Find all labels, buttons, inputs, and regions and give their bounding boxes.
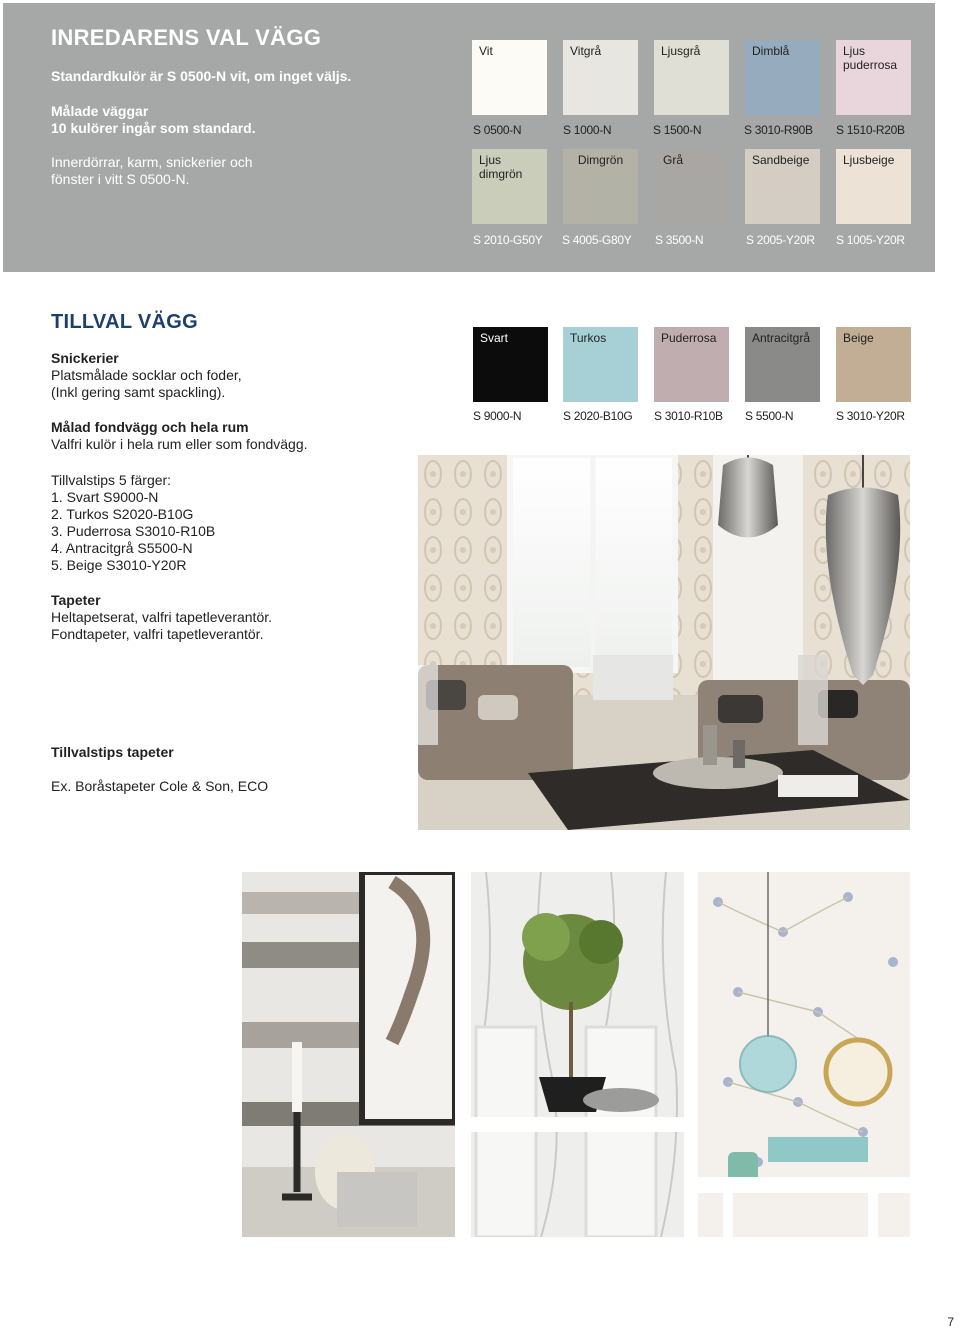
tips-line: 4. Antracitgrå S5500-N xyxy=(51,540,193,556)
feature-wall-block xyxy=(51,419,308,453)
swatch-code: S 2010-G50Y xyxy=(473,233,543,247)
swatch-code: S 3010-Y20R xyxy=(836,409,905,423)
swatch-label: Dimgrön xyxy=(577,153,624,167)
swatch-label: Puderrosa xyxy=(661,331,717,345)
striped-wallpaper-photo xyxy=(242,872,455,1237)
page-title: INREDARENS VAL VÄGG xyxy=(51,25,322,50)
floral-wallpaper-illustration xyxy=(698,872,910,1237)
tips-line: Tillvalstips 5 färger: xyxy=(51,472,172,488)
swatch-antracitgra xyxy=(745,327,820,402)
swatch-dimgron xyxy=(563,149,638,224)
painted-walls-line-1: Målade väggar xyxy=(51,103,149,119)
swatch-vitgra xyxy=(563,40,638,115)
tips-line: 2. Turkos S2020-B10G xyxy=(51,506,194,522)
swatch-label: Grå xyxy=(663,153,684,167)
swatch-code: S 0500-N xyxy=(473,123,522,137)
carpentry-line: Platsmålade socklar och foder, xyxy=(51,367,242,383)
carpentry-line: (Inkl gering samt spackling). xyxy=(51,384,226,400)
swatch-code: S 4005-G80Y xyxy=(562,233,632,247)
swatch-puderrosa xyxy=(654,327,729,402)
swatch-code: S 3500-N xyxy=(655,233,704,247)
swatch-ljusbeige xyxy=(836,149,911,224)
swatch-code: S 1500-N xyxy=(653,123,702,137)
standard-color-note: Standardkulör är S 0500-N vit, om inget väljs. xyxy=(51,68,352,84)
swatch-code: S 3010-R10B xyxy=(654,409,723,423)
swatch-ljus-dimgron xyxy=(472,149,547,224)
wallpaper-tips-block xyxy=(51,744,268,795)
wallpaper-tips-title: Tillvalstips tapeter xyxy=(51,744,174,760)
swatch-code: S 1510-R20B xyxy=(836,123,905,137)
wallpaper-line: Heltapetserat, valfri tapetleverantör. xyxy=(51,609,273,625)
color-tips-block xyxy=(51,472,215,574)
swatch-label: Ljus puderrosa xyxy=(843,44,898,72)
swatch-sandbeige xyxy=(745,149,820,224)
swatch-beige xyxy=(836,327,911,402)
striped-wallpaper-illustration xyxy=(242,872,455,1237)
swatch-dimbla xyxy=(745,40,820,115)
wallpaper-tips-line: Ex. Boråstapeter Cole & Son, ECO xyxy=(51,778,269,794)
branch-wallpaper-photo xyxy=(471,872,684,1237)
swatch-ljusgra xyxy=(654,40,729,115)
swatch-label: Ljusgrå xyxy=(661,44,701,58)
swatch-code: S 3010-R90B xyxy=(744,123,813,137)
swatch-label: Sandbeige xyxy=(752,153,810,167)
carpentry-title: Snickerier xyxy=(51,350,119,366)
floral-wallpaper-photo xyxy=(698,872,910,1237)
swatch-code: S 1005-Y20R xyxy=(836,233,905,247)
swatch-label: Vitgrå xyxy=(570,44,602,58)
swatch-svart xyxy=(473,327,548,402)
doors-note xyxy=(51,154,253,188)
page-number: 7 xyxy=(947,1315,954,1329)
carpentry-block xyxy=(51,350,242,401)
swatch-vit xyxy=(472,40,547,115)
swatch-code: S 9000-N xyxy=(473,409,522,423)
branch-wallpaper-illustration xyxy=(471,872,684,1237)
swatch-code: S 1000-N xyxy=(563,123,612,137)
swatch-turkos xyxy=(563,327,638,402)
swatch-label: Antracitgrå xyxy=(752,331,811,345)
swatch-label: Dimblå xyxy=(752,44,790,58)
wallpaper-title: Tapeter xyxy=(51,592,101,608)
feature-wall-title: Målad fondvägg och hela rum xyxy=(51,419,249,435)
painted-walls-line-2: 10 kulörer ingår som standard. xyxy=(51,120,256,136)
swatch-label: Svart xyxy=(480,331,509,345)
swatch-code: S 2005-Y20R xyxy=(746,233,815,247)
swatch-label: Vit xyxy=(479,44,493,58)
optional-title: TILLVAL VÄGG xyxy=(51,311,198,333)
living-room-photo xyxy=(418,455,910,830)
tips-line: 3. Puderrosa S3010-R10B xyxy=(51,523,216,539)
wallpaper-line: Fondtapeter, valfri tapetleverantör. xyxy=(51,626,264,642)
swatch-label: Turkos xyxy=(570,331,607,345)
swatch-code: S 5500-N xyxy=(745,409,794,423)
tips-line: 1. Svart S9000-N xyxy=(51,489,159,505)
living-room-illustration xyxy=(418,455,910,830)
wallpaper-block xyxy=(51,592,272,643)
painted-walls-note xyxy=(51,103,256,137)
swatch-label: Ljusbeige xyxy=(843,153,895,167)
swatch-label: Ljus dimgrön xyxy=(479,153,523,181)
feature-wall-line: Valfri kulör i hela rum eller som fondvägg. xyxy=(51,436,308,452)
doors-line-2: fönster i vitt S 0500-N. xyxy=(51,171,190,187)
doors-line-1: Innerdörrar, karm, snickerier och xyxy=(51,154,253,170)
swatch-code: S 2020-B10G xyxy=(563,409,633,423)
tips-line: 5. Beige S3010-Y20R xyxy=(51,557,187,573)
swatch-ljus-puderrosa xyxy=(836,40,911,115)
swatch-gra xyxy=(654,149,729,224)
swatch-label: Beige xyxy=(843,331,874,345)
